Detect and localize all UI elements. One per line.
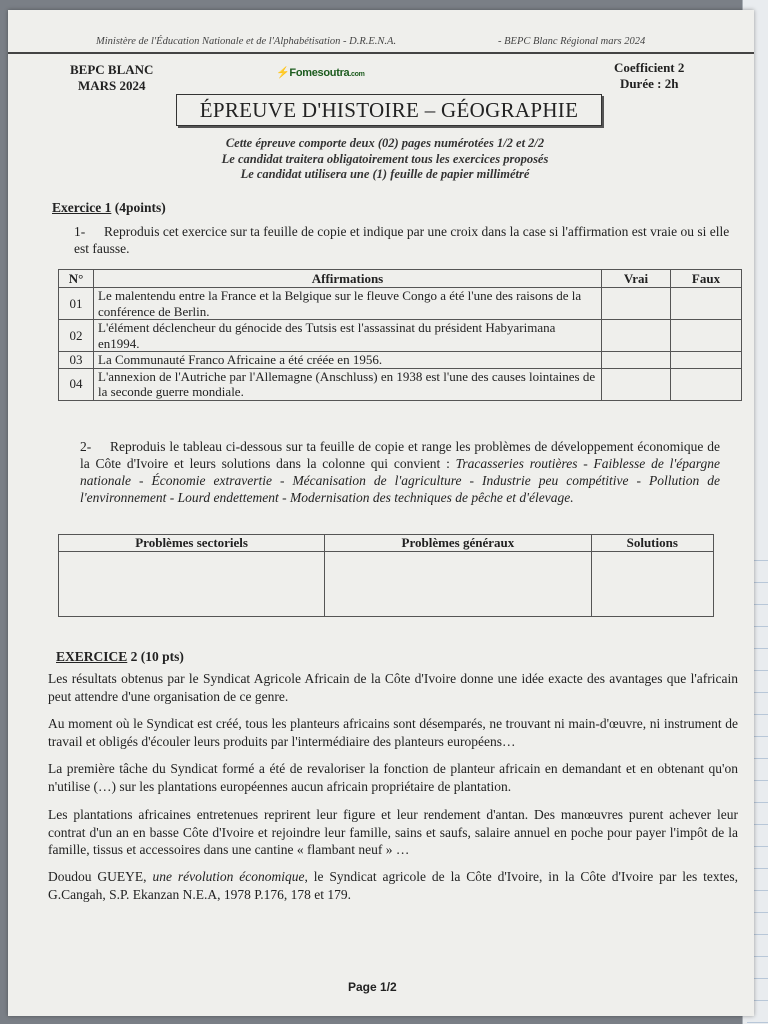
table-row	[59, 320, 742, 352]
row-affirmation: L'annexion de l'Autriche par l'Allemagne (Anschluss) en 1938 est l'une des causes lointaines de la seconde guerre mondiale.	[94, 368, 602, 400]
exercise1-label: Exercice 1	[52, 200, 112, 215]
col-problemes-generaux: Problèmes généraux	[325, 535, 591, 552]
exercise1-title	[52, 200, 166, 216]
question1	[74, 223, 740, 257]
header-rule	[8, 52, 754, 54]
instructions	[158, 136, 612, 183]
page-number: Page 1/2	[348, 980, 397, 994]
text-paragraph: Les plantations africaines entretenues reprirent leur figure et leur rendement d'antan. Des manœuvres purent achever leur contrat d'un an en basse Côte d'Ivoire et rejoindre leur famille, sains et saufs, salaire annuel en poche pour payer l'impôt de la famille, tissus et accessoires dans une cantine « flambant neuf » …	[48, 807, 738, 857]
faux-cell	[671, 368, 742, 400]
exam-session-header: - BEPC Blanc Régional mars 2024	[498, 36, 646, 47]
exam-title: ÉPREUVE D'HISTOIRE – GÉOGRAPHIE	[176, 94, 602, 126]
exercise1-points: (4points)	[111, 200, 166, 215]
col-affirmations: Affirmations	[94, 270, 602, 288]
question2-items: Tracasseries routières - Faiblesse de l'épargne nationale - Économie extravertie - Mécanisation de l'agriculture - Industrie peu compétitive - Pollution de l'environnement - Lourd endettement - Modernisation des techniques de pêche et d'élevage.	[80, 456, 720, 505]
question2	[80, 438, 720, 506]
table-row	[59, 288, 742, 320]
table-row	[59, 552, 714, 617]
faux-cell	[671, 288, 742, 320]
source-author: Doudou GUEYE,	[48, 869, 153, 884]
exercise2-title	[56, 649, 184, 665]
col-faux: Faux	[671, 270, 742, 288]
row-num: 03	[59, 352, 94, 369]
question2-text: Reproduis le tableau ci-dessous sur ta feuille de copie et range les problèmes de développement économique de la Côte d'Ivoire et leurs solutions dans la colonne qui convient :	[80, 439, 720, 471]
vrai-cell	[602, 368, 671, 400]
question1-number: 1-	[74, 224, 86, 239]
lightning-icon: ⚡	[276, 67, 290, 79]
table-header-row	[59, 535, 714, 552]
col-num: N°	[59, 270, 94, 288]
empty-cell	[591, 552, 713, 617]
affirmations-table	[58, 269, 742, 401]
row-num: 02	[59, 320, 94, 352]
exam-sheet	[8, 10, 754, 1016]
table-header-row	[59, 270, 742, 288]
empty-cell	[59, 552, 325, 617]
table-row	[59, 368, 742, 400]
exercise2-label: EXERCICE	[56, 649, 128, 664]
vrai-cell	[602, 288, 671, 320]
row-affirmation: Le malentendu entre la France et la Belgique sur le fleuve Congo a été l'une des raisons de la conférence de Berlin.	[94, 288, 602, 320]
exam-meta-block	[614, 60, 684, 92]
exam-label: BEPC BLANC	[70, 62, 154, 77]
problems-table	[58, 534, 714, 617]
empty-cell	[325, 552, 591, 617]
faux-cell	[671, 352, 742, 369]
text-paragraph: La première tâche du Syndicat formé a été de revaloriser la fonction de planteur africain en demandant et en obtenant qu'on n'utilise (…) sur les plantations européennes aucun africain propriétaire de plantation.	[48, 761, 738, 794]
question2-number: 2-	[80, 439, 92, 454]
table-row	[59, 352, 742, 369]
text-paragraph: Au moment où le Syndicat est créé, tous les planteurs africains sont désemparés, ne trouvant ni main-d'œuvre, ni instrument de travail et obligés d'écouler leurs produits par l'intermédiaire des planteurs européens…	[48, 716, 738, 749]
text-paragraph: Les résultats obtenus par le Syndicat Agricole Africain de la Côte d'Ivoire donne une idée exacte des avantages que l'africain peut attendre d'une organisation de ce genre.	[48, 671, 738, 704]
instruction-line: Le candidat utilisera une (1) feuille de papier millimétré	[240, 167, 530, 181]
vrai-cell	[602, 320, 671, 352]
ministry-header: Ministère de l'Éducation Nationale et de l'Alphabétisation - D.R.E.N.A.	[96, 36, 397, 47]
logo-suffix: .com	[349, 71, 365, 78]
coefficient: Coefficient 2	[614, 60, 685, 75]
fomesoutra-logo	[276, 66, 365, 79]
col-vrai: Vrai	[602, 270, 671, 288]
row-num: 01	[59, 288, 94, 320]
row-affirmation: L'élément déclencheur du génocide des Tutsis est l'assassinat du président Habyarimana en1994.	[94, 320, 602, 352]
exercise2-points: 2 (10 pts)	[127, 649, 184, 664]
exam-label-block	[70, 62, 153, 94]
row-num: 04	[59, 368, 94, 400]
duration: Durée : 2h	[619, 76, 679, 91]
text-source	[48, 868, 738, 903]
ruled-line	[747, 1022, 768, 1023]
source-work: une révolution économique	[152, 869, 305, 884]
col-problemes-sectoriels: Problèmes sectoriels	[59, 535, 325, 552]
exam-date: MARS 2024	[77, 78, 146, 93]
logo-text: Fomesoutra	[289, 67, 350, 79]
instruction-line: Le candidat traitera obligatoirement tous les exercices proposés	[221, 151, 549, 166]
col-solutions: Solutions	[591, 535, 713, 552]
row-affirmation: La Communauté Franco Africaine a été créée en 1956.	[94, 352, 602, 369]
vrai-cell	[602, 352, 671, 369]
instruction-line: Cette épreuve comporte deux (02) pages numérotées 1/2 et 2/2	[225, 136, 545, 150]
source-details: , le Syndicat agricole de la Côte d'Ivoire, in la Côte d'Ivoire par les textes, G.Cangah, S.P. Ekanzan N.E.A, 1978 P.176, 178 et 179.	[48, 869, 738, 902]
question1-text: Reproduis cet exercice sur ta feuille de copie et indique par une croix dans la case si l'affirmation est vraie ou si elle est fausse.	[74, 224, 730, 256]
faux-cell	[671, 320, 742, 352]
